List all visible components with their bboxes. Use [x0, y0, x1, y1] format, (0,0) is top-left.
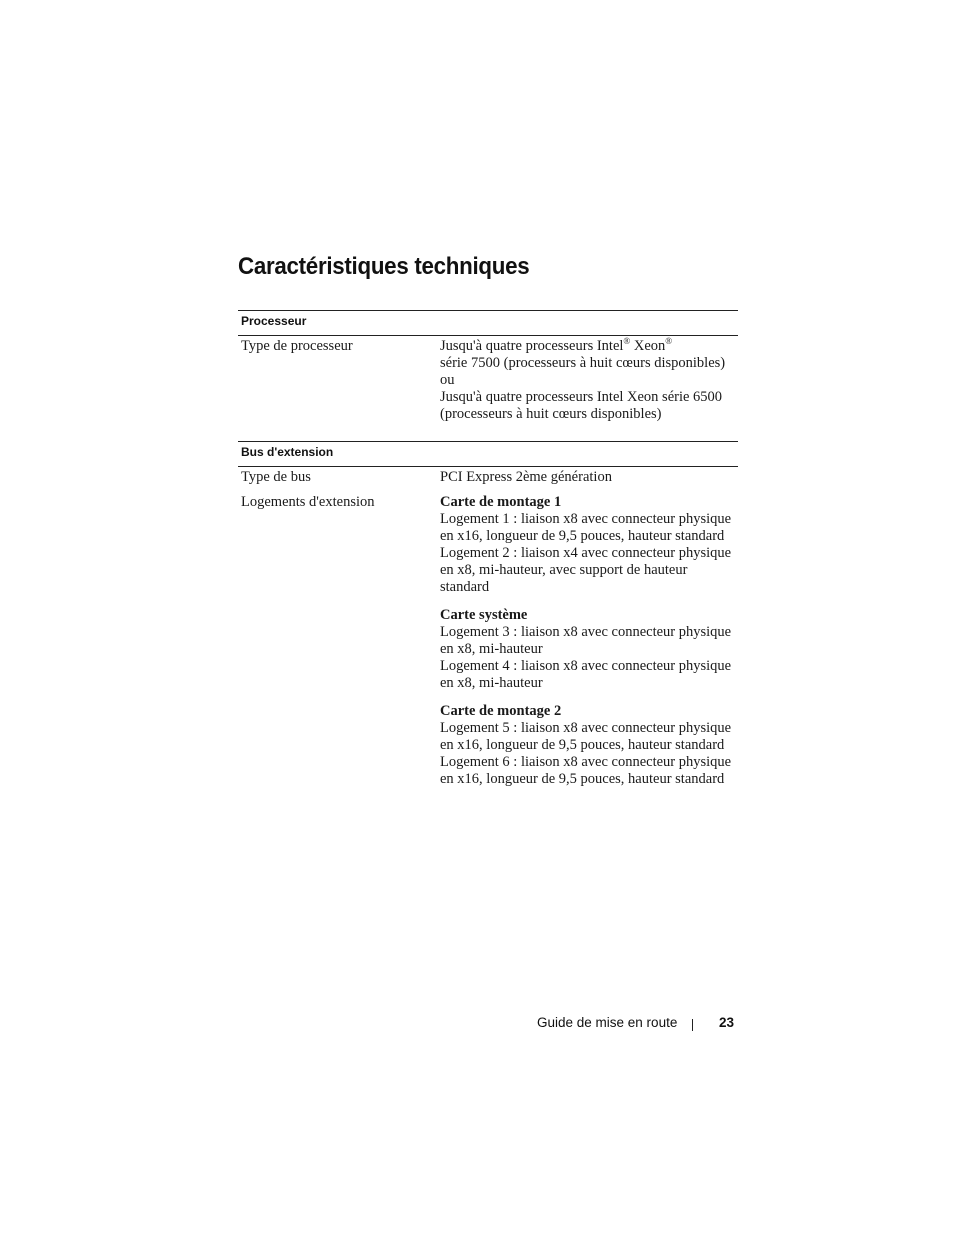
processor-type-line: Jusqu'à quatre processeurs Intel Xeon série 6500 — [440, 389, 723, 405]
processor-type-line: ou — [440, 372, 455, 388]
section-top-rule-expansion-bus — [238, 441, 738, 442]
slot-line: en x8, mi-hauteur — [440, 641, 543, 657]
registered-mark: ® — [665, 336, 673, 346]
processor-type-line: Jusqu'à quatre processeurs Intel® Xeon® — [440, 336, 673, 354]
slot-line: Logement 3 : liaison x8 avec connecteur physique — [440, 624, 732, 640]
slot-line: en x8, mi-hauteur, avec support de hauteur — [440, 562, 688, 578]
slot-group-title: Carte de montage 1 — [440, 494, 562, 510]
bus-type-value: PCI Express 2ème génération — [440, 469, 612, 485]
processor-type-label: Type de processeur — [241, 338, 353, 354]
slot-line: Logement 5 : liaison x8 avec connecteur physique — [440, 720, 732, 736]
slot-line: en x16, longueur de 9,5 pouces, hauteur standard — [440, 771, 725, 787]
slot-line: en x16, longueur de 9,5 pouces, hauteur standard — [440, 528, 725, 544]
section-heading-rule-processor — [238, 335, 738, 336]
slot-group-system-board — [440, 607, 740, 692]
page-title: Caractéristiques techniques — [238, 253, 530, 280]
section-top-rule-processor — [238, 310, 738, 311]
section-heading-rule-expansion-bus — [238, 466, 738, 467]
slot-line: en x16, longueur de 9,5 pouces, hauteur standard — [440, 737, 725, 753]
slot-group-title: Carte système — [440, 607, 528, 623]
slot-line: Logement 4 : liaison x8 avec connecteur physique — [440, 658, 732, 674]
expansion-slots-label: Logements d'extension — [241, 494, 375, 510]
slot-line: Logement 2 : liaison x4 avec connecteur physique — [440, 545, 732, 561]
slot-line: Logement 1 : liaison x8 avec connecteur physique — [440, 511, 732, 527]
section-heading-expansion-bus: Bus d'extension — [241, 445, 334, 459]
slot-line: standard — [440, 579, 490, 595]
slot-group-riser-1 — [440, 494, 740, 596]
processor-type-value — [440, 338, 740, 423]
footer-page-number: 23 — [719, 1015, 735, 1030]
footer-separator — [692, 1019, 693, 1031]
registered-mark: ® — [623, 336, 631, 346]
processor-type-line: série 7500 (processeurs à huit cœurs disponibles) — [440, 355, 726, 371]
slot-line: Logement 6 : liaison x8 avec connecteur physique — [440, 754, 732, 770]
bus-type-label: Type de bus — [241, 469, 311, 485]
slot-line: en x8, mi-hauteur — [440, 675, 543, 691]
slot-group-riser-2 — [440, 703, 740, 788]
processor-type-line: (processeurs à huit cœurs disponibles) — [440, 406, 662, 422]
slot-group-title: Carte de montage 2 — [440, 703, 562, 719]
footer-guide-title: Guide de mise en route — [537, 1015, 678, 1030]
section-heading-processor: Processeur — [241, 314, 307, 328]
